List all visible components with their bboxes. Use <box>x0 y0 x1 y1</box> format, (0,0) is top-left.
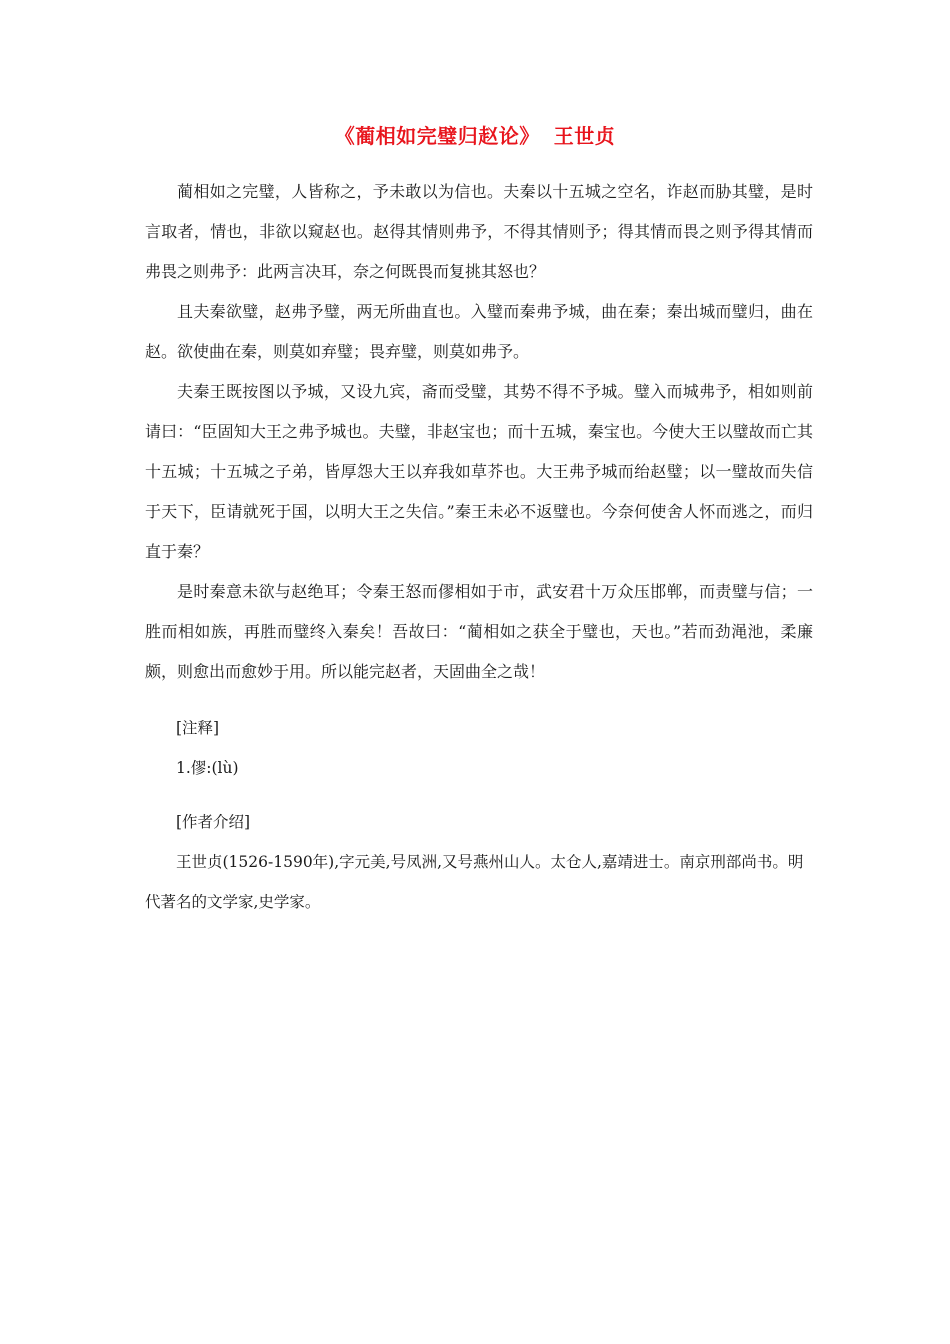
notes-heading: [注释] <box>176 719 220 737</box>
document-title <box>0 120 950 149</box>
essay-body <box>145 172 813 692</box>
author-bio: 王世贞(1526-1590年),字元美,号凤洲,又号燕州山人。太仓人,嘉靖进士。南京刑部尚书。明代著名的文学家,史学家。 <box>145 853 804 911</box>
notes-section <box>145 708 813 788</box>
essay-paragraph-1: 蔺相如之完璧，人皆称之，予未敢以为信也。夫秦以十五城之空名，诈赵而胁其璧，是时言取者，情也，非欲以窥赵也。赵得其情则弗予，不得其情则予；得其情而畏之则予得其情而弗畏之则弗予：此两言决耳，奈之何既畏而复挑其怒也？ <box>145 182 813 281</box>
author-section <box>145 802 813 922</box>
author-heading: [作者介绍] <box>176 813 251 831</box>
note-item-1: 1.僇:(lù) <box>176 759 239 777</box>
essay-paragraph-4: 是时秦意未欲与赵绝耳；令秦王怒而僇相如于市，武安君十万众压邯郸，而责璧与信；一胜而相如族，再胜而璧终入秦矣！吾故曰：“蔺相如之获全于璧也，天也。”若而劲渑池，柔廉颇，则愈出而愈妙于用。所以能完赵者，天固曲全之哉！ <box>145 582 813 681</box>
title-author: 王世贞 <box>553 124 616 148</box>
essay-paragraph-2: 且夫秦欲璧，赵弗予璧，两无所曲直也。入璧而秦弗予城，曲在秦；秦出城而璧归，曲在赵。欲使曲在秦，则莫如弃璧；畏弃璧，则莫如弗予。 <box>145 302 813 361</box>
essay-paragraph-3: 夫秦王既按图以予城，又设九宾，斋而受璧，其势不得不予城。璧入而城弗予，相如则前请曰：“臣固知大王之弗予城也。夫璧，非赵宝也；而十五城，秦宝也。今使大王以璧故而亡其十五城；十五城之子弟，皆厚怨大王以弃我如草芥也。大王弗予城而绐赵璧；以一璧故而失信于天下，臣请就死于国，以明大王之失信。”秦王未必不返璧也。今奈何使舍人怀而逃之，而归直于秦？ <box>145 382 813 561</box>
title-work: 《蔺相如完璧归赵论》 <box>334 124 540 148</box>
